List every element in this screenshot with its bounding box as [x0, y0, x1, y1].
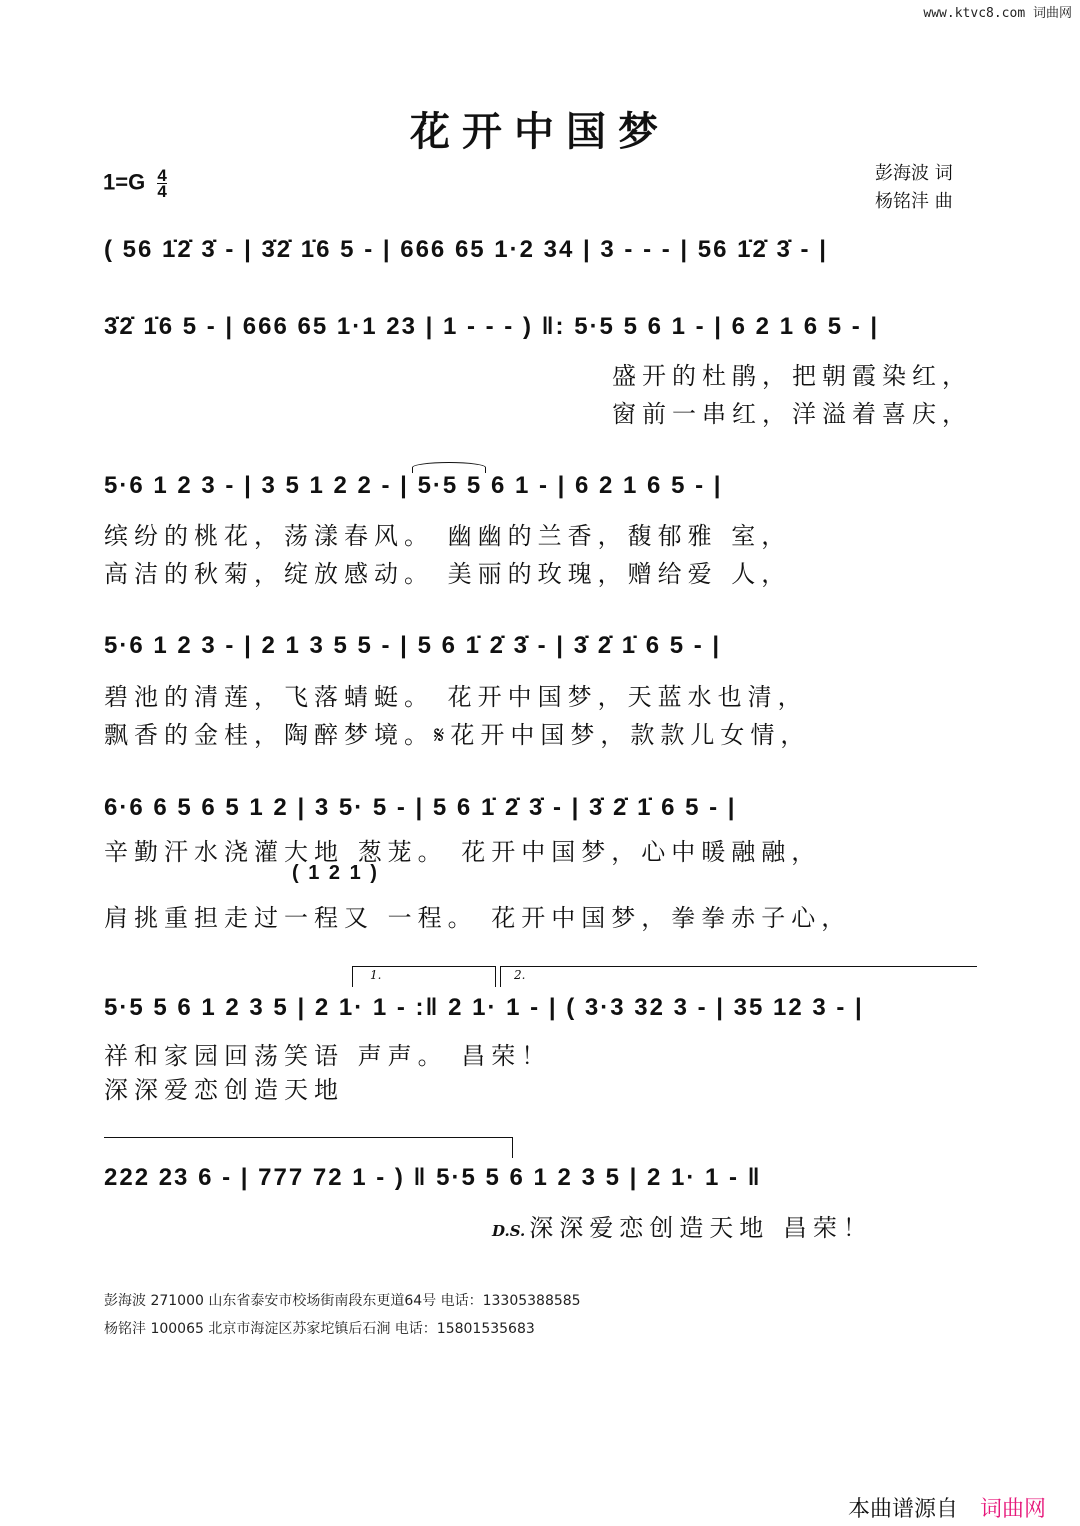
source-attribution — [848, 1492, 1046, 1523]
composer-credit: 杨铭沣 曲 — [875, 191, 953, 212]
lyric-row-4-verse-2: 飘香的金桂，陶醉梦境。𝄋花开中国梦，款款儿女情， — [104, 721, 811, 749]
ds-marker: D.S. — [492, 1222, 526, 1240]
lyric-row-3-verse-1: 缤纷的桃花，荡漾春风。 幽幽的兰香，馥郁雅 室， — [104, 522, 792, 550]
key-label: 1=G — [103, 169, 146, 195]
score-row-1: ( 56 1̇2̇ 3̇ - | 3̇2̇ 1̇6 5 - | 666 65 1·2 34 | 3 - - - | 56 1̇2̇ 3̇ - | — [104, 236, 828, 263]
lyric-row-6-verse-2: 深深爱恋创造天地 — [104, 1076, 344, 1104]
lyric-row-2-verse-1: 盛开的杜鹃，把朝霞染红， — [612, 362, 972, 390]
lyricist-credit: 彭海波 词 — [875, 163, 953, 184]
time-signature — [157, 168, 166, 199]
score-row-5: 6·6 6 5 6 5 1 2 | 3 5· 5 - | 5 6 1̇ 2̇ 3̇ - | 3̇ 2̇ 1̇ 6 5 - | — [104, 794, 737, 821]
score-row-6: 5·5 5 6 1 2 3 5 | 2 1· 1 - :‖ 2 1· 1 - | ( 3·3 32 3 - | 35 12 3 - | — [104, 994, 864, 1021]
footer-contacts — [104, 1287, 581, 1343]
lyric-row-6-verse-1: 祥和家园回荡笑语 声声。 昌荣！ — [104, 1042, 552, 1070]
lyric-row-2-verse-2: 窗前一串红，洋溢着喜庆， — [612, 400, 972, 428]
lyric-row-5-verse-1: 辛勤汗水浇灌大地 葱茏。 花开中国梦，心中暖融融， — [104, 838, 822, 866]
source-prefix: 本曲谱源自 — [848, 1497, 959, 1522]
credits — [875, 160, 953, 216]
score-row-4: 5·6 1 2 3 - | 2 1 3 5 5 - | 5 6 1̇ 2̇ 3̇ - | 3̇ 2̇ 1̇ 6 5 - | — [104, 632, 722, 659]
site-brand: 词曲网 — [1032, 6, 1072, 21]
lyric-row-4-verse-1: 碧池的清莲，飞落蜻蜓。 花开中国梦，天蓝水也清， — [104, 683, 808, 711]
volta-1-label: 1. — [370, 968, 382, 982]
lyric-row-7 — [492, 1208, 873, 1243]
site-watermark — [923, 2, 1072, 21]
lyric-row-3-verse-2: 高洁的秋菊，绽放感动。 美丽的玫瑰，赠给爱 人， — [104, 560, 792, 588]
lyric-row-5-verse-2: 肩挑重担走过一程又 一程。 花开中国梦，拳拳赤子心， — [104, 904, 852, 932]
contact-composer: 杨铭沣 100065 北京市海淀区苏家坨镇后石涧 电话：15801535683 — [104, 1321, 535, 1337]
volta-2-label: 2. — [514, 968, 526, 982]
song-title: 花开中国梦 — [410, 108, 670, 155]
alt-notes: ( 1 2 1 ) — [292, 862, 379, 884]
site-url: www.ktvc8.com — [923, 6, 1026, 21]
contact-lyricist: 彭海波 271000 山东省泰安市校场街南段东更道64号 电话：13305388585 — [104, 1293, 581, 1309]
source-brand-link[interactable]: 词曲网 — [980, 1497, 1047, 1522]
time-top: 4 — [157, 166, 167, 185]
lyric-row-7-text: 深深爱恋创造天地 昌荣！ — [529, 1214, 873, 1242]
time-bottom: 4 — [157, 182, 167, 201]
score-row-3: 5·6 1 2 3 - | 3 5 1 2 2 - | 5·5 5 6 1 - | 6 2 1 6 5 - | — [104, 472, 723, 499]
score-row-7: 222 23 6 - | 777 72 1 - ) ‖ 5·5 5 6 1 2 3 5 | 2 1· 1 - ‖ — [104, 1164, 762, 1191]
score-row-2: 3̇2̇ 1̇6 5 - | 666 65 1·1 23 | 1 - - - ) ‖: 5·5 5 6 1 - | 6 2 1 6 5 - | — [104, 313, 880, 340]
key-signature — [103, 168, 167, 199]
